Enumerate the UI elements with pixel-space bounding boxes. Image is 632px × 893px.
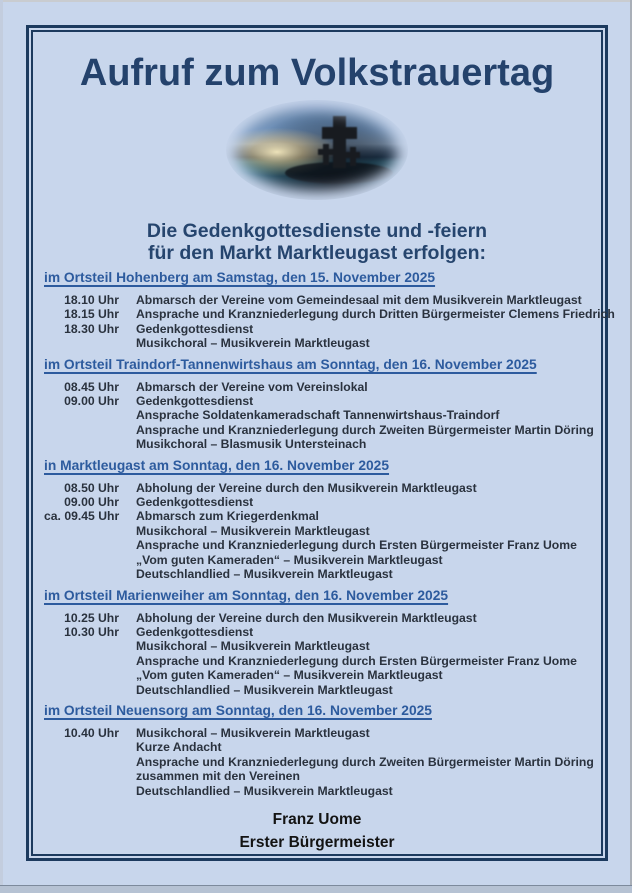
- signature-name: Franz Uome: [272, 810, 362, 828]
- schedule-text: Ansprache und Kranzniederlegung durch Dritten Bürgermeister Clemens Friedrich: [136, 307, 615, 322]
- schedule-row: [44, 336, 605, 350]
- schedule-time: 18.30 Uhr: [64, 321, 119, 336]
- schedule-row: [44, 481, 605, 495]
- flyer-content: [29, 28, 615, 858]
- signature-block: [29, 811, 605, 851]
- schedule-text: „Vom guten Kameraden“ – Musikverein Marktleugast: [136, 668, 443, 683]
- schedule-row: [44, 726, 605, 740]
- schedule-section: [44, 357, 605, 452]
- schedule-row: [44, 740, 605, 754]
- schedule-text: Abmarsch der Vereine vom Gemeindesaal mit dem Musikverein Marktleugast: [136, 293, 582, 307]
- page-title: Aufruf zum Volkstrauertag: [79, 52, 555, 94]
- schedule-time: [44, 654, 119, 668]
- schedule-row: [44, 524, 605, 538]
- section-rows: [44, 293, 615, 351]
- schedule-row: [44, 380, 605, 394]
- schedule-time: [44, 668, 119, 682]
- schedule-row: [44, 784, 605, 798]
- schedule-section: [44, 458, 605, 582]
- schedule-row: [44, 683, 605, 697]
- subtitle-line-1: Die Gedenkgottesdienste und -feiern: [146, 220, 488, 242]
- schedule-row: [44, 408, 605, 422]
- page-bottom-edge: [0, 885, 632, 893]
- schedule-row: [44, 307, 615, 322]
- schedule-row: [44, 755, 605, 769]
- page-top-edge: [0, 0, 632, 2]
- schedule-time: 18.10 Uhr: [64, 293, 119, 307]
- schedule-row: [44, 437, 605, 451]
- schedule-text: Ansprache und Kranzniederlegung durch Ersten Bürgermeister Franz Uome: [136, 538, 577, 553]
- section-heading: im Ortsteil Neuensorg am Sonntag, den 16. November 2025: [44, 702, 432, 718]
- section-rows: [44, 726, 605, 798]
- schedule-time: [44, 755, 119, 769]
- schedule-text: Abmarsch der Vereine vom Vereinslokal: [136, 379, 368, 394]
- schedule-text: „Vom guten Kameraden“ – Musikverein Marktleugast: [136, 552, 443, 567]
- flyer-subtitle: [29, 220, 605, 264]
- schedule-text: Musikchoral – Musikverein Marktleugast: [136, 725, 370, 740]
- section-heading: im Ortsteil Marienweiher am Sonntag, den 16. November 2025: [44, 587, 449, 603]
- schedule-time: [44, 524, 119, 538]
- schedule-text: Abholung der Vereine durch den Musikverein Marktleugast: [136, 480, 477, 495]
- schedule-row: [44, 668, 605, 682]
- schedule-text: zusammen mit den Vereinen: [136, 769, 300, 784]
- schedule-row: [44, 654, 605, 668]
- schedule-row: [44, 567, 605, 581]
- schedule-time: [44, 408, 119, 422]
- schedule-row: [44, 611, 605, 625]
- schedule-text: Kurze Andacht: [136, 740, 222, 755]
- section-heading: in Marktleugast am Sonntag, den 16. November 2025: [44, 457, 390, 473]
- schedule-sections: [29, 270, 615, 798]
- schedule-text: Ansprache und Kranzniederlegung durch Zweiten Bürgermeister Martin Döring: [136, 422, 594, 437]
- schedule-text: Deutschlandlied – Musikverein Marktleugast: [136, 682, 393, 697]
- schedule-time: [44, 336, 119, 350]
- schedule-row: [44, 495, 605, 509]
- schedule-row: [44, 553, 605, 567]
- schedule-section: [44, 703, 605, 798]
- schedule-row: [44, 322, 605, 336]
- crosses-silhouette-graphic: [226, 100, 408, 200]
- subtitle-line-2: für den Markt Marktleugast erfolgen:: [147, 242, 487, 264]
- schedule-time: [44, 769, 119, 783]
- schedule-time: 09.00 Uhr: [64, 495, 119, 510]
- three-crosses-sunset-photo: [226, 100, 408, 200]
- schedule-text: Abholung der Vereine durch den Musikverein Marktleugast: [136, 610, 477, 625]
- schedule-text: Ansprache Soldatenkameradschaft Tannenwirtshaus-Traindorf: [136, 408, 500, 423]
- schedule-time: 18.15 Uhr: [64, 307, 119, 322]
- schedule-time: [44, 567, 119, 581]
- schedule-time: [44, 423, 119, 437]
- schedule-text: Ansprache und Kranzniederlegung durch Ersten Bürgermeister Franz Uome: [136, 653, 577, 668]
- schedule-time: [44, 553, 119, 567]
- schedule-text: Musikchoral – Musikverein Marktleugast: [136, 336, 370, 351]
- schedule-row: [44, 394, 605, 408]
- schedule-time: ca. 09.45 Uhr: [44, 509, 120, 524]
- schedule-row: [44, 293, 605, 307]
- schedule-time: [44, 639, 119, 653]
- schedule-text: Deutschlandlied – Musikverein Marktleugast: [136, 567, 393, 582]
- schedule-section: [44, 270, 615, 351]
- schedule-row: [44, 769, 605, 783]
- schedule-time: [44, 784, 119, 798]
- signature-role: Erster Bürgermeister: [239, 833, 395, 851]
- schedule-text: Musikchoral – Musikverein Marktleugast: [136, 523, 370, 538]
- section-heading: im Ortsteil Traindorf-Tannenwirtshaus am Sonntag, den 16. November 2025: [44, 356, 537, 372]
- section-rows: [44, 481, 605, 582]
- schedule-time: 10.30 Uhr: [64, 624, 119, 639]
- schedule-text: Gedenkgottesdienst: [136, 321, 254, 336]
- schedule-row: [44, 423, 605, 437]
- schedule-text: Musikchoral – Musikverein Marktleugast: [136, 639, 370, 654]
- page-left-edge: [0, 0, 3, 893]
- schedule-time: [44, 538, 119, 552]
- schedule-time: 08.50 Uhr: [64, 480, 119, 495]
- section-rows: [44, 611, 605, 697]
- schedule-time: [44, 740, 119, 754]
- schedule-text: Gedenkgottesdienst: [136, 624, 254, 639]
- section-rows: [44, 380, 605, 452]
- schedule-text: Deutschlandlied – Musikverein Marktleugast: [136, 783, 393, 798]
- schedule-row: [44, 509, 605, 523]
- schedule-text: Gedenkgottesdienst: [136, 394, 254, 409]
- schedule-text: Musikchoral – Blasmusik Untersteinach: [136, 437, 367, 452]
- schedule-text: Abmarsch zum Kriegerdenkmal: [136, 509, 319, 524]
- schedule-text: Ansprache und Kranzniederlegung durch Zweiten Bürgermeister Martin Döring: [136, 754, 594, 769]
- schedule-row: [44, 639, 605, 653]
- double-border-frame: [26, 25, 615, 861]
- schedule-section: [44, 588, 605, 697]
- schedule-time: 10.25 Uhr: [64, 610, 119, 625]
- schedule-time: 09.00 Uhr: [64, 394, 119, 409]
- schedule-time: [44, 683, 119, 697]
- schedule-row: [44, 538, 605, 552]
- schedule-row: [44, 625, 605, 639]
- schedule-time: 10.40 Uhr: [64, 725, 119, 740]
- schedule-text: Gedenkgottesdienst: [136, 495, 254, 510]
- schedule-time: [44, 437, 119, 451]
- section-heading: im Ortsteil Hohenberg am Samstag, den 15. November 2025: [44, 270, 436, 285]
- schedule-time: 08.45 Uhr: [64, 379, 119, 394]
